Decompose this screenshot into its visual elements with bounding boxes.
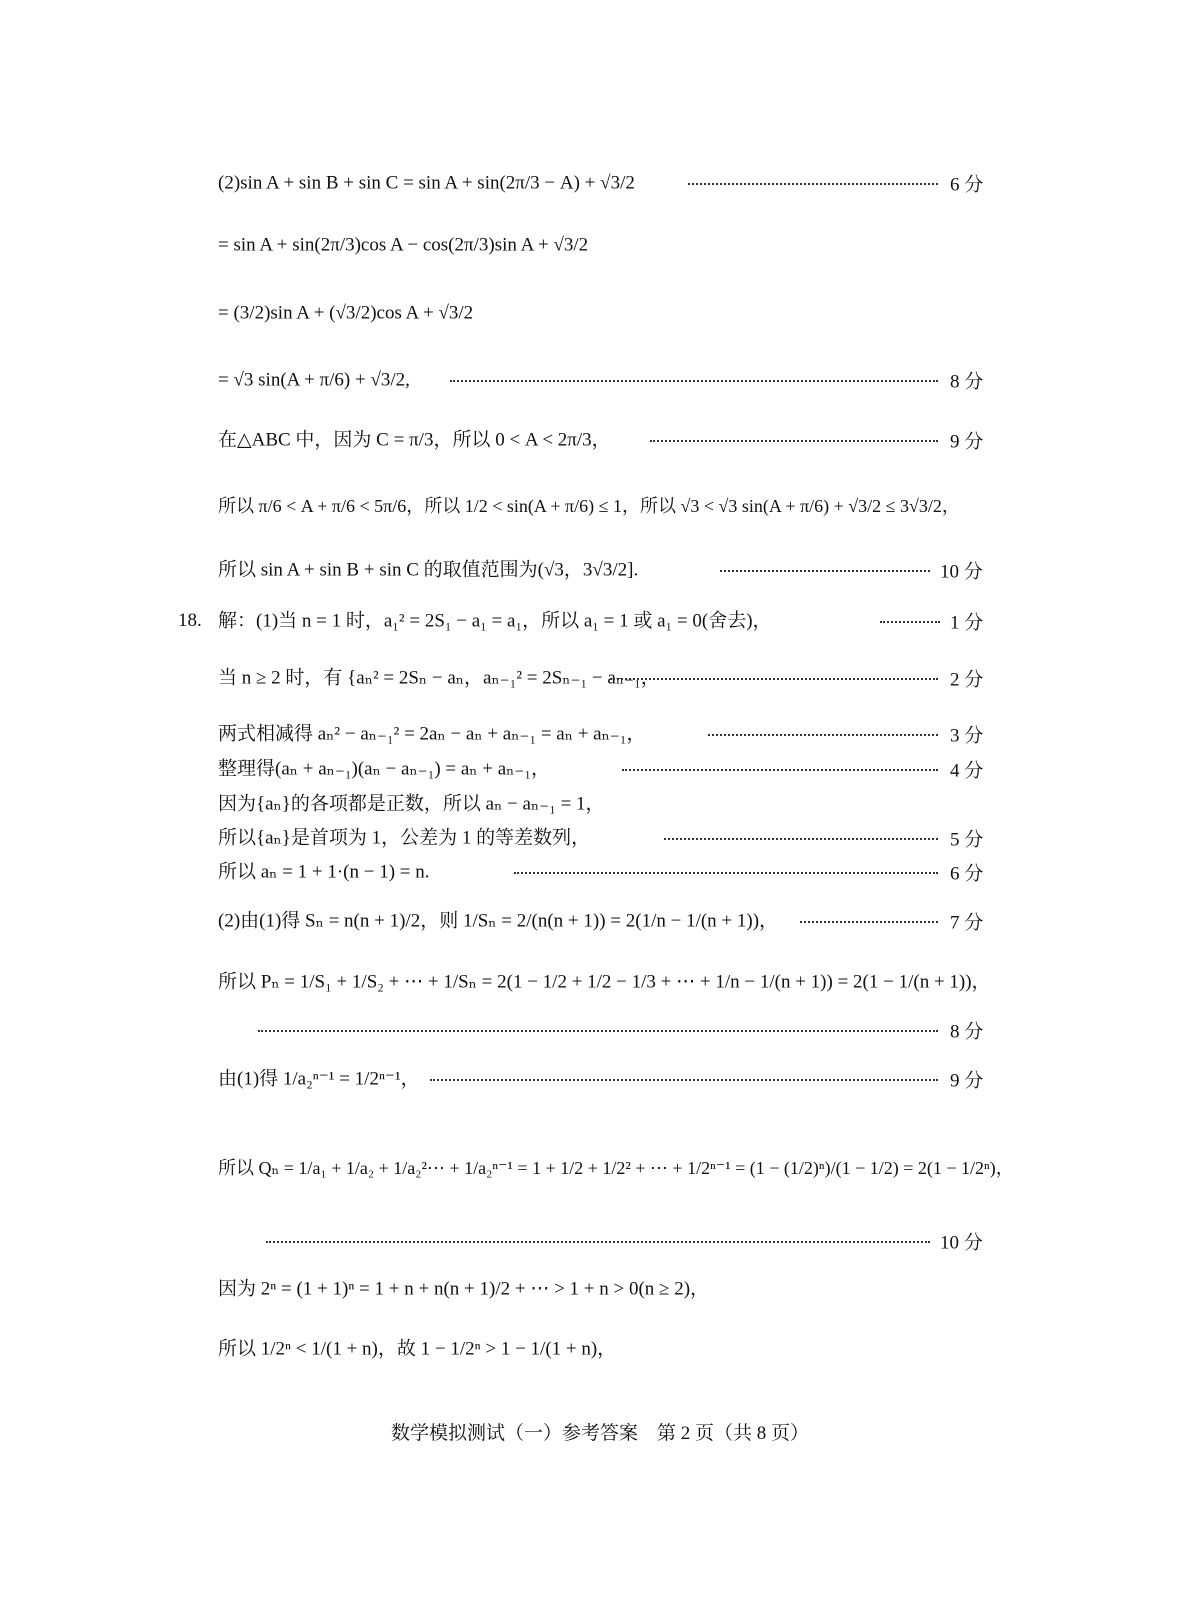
score-label: 8 分 (950, 371, 984, 393)
line-text: 在△ABC 中，因为 C = π/3，所以 0 < A < 2π/3， (218, 429, 611, 451)
score-label: 9 分 (950, 431, 984, 453)
line-text: 两式相减得 aₙ² − aₙ₋₁² = 2aₙ − aₙ + aₙ₋₁ = aₙ + aₙ₋₁， (218, 723, 646, 745)
score-leader (664, 838, 938, 840)
score-leader (258, 1030, 938, 1032)
line-text: 所以 π/6 < A + π/6 < 5π/6，所以 1/2 < sin(A + π/6) ≤ 1，所以 √3 < √3 sin(A + π/6) + √3/2 ≤ 3√3/2， (218, 496, 960, 516)
score-label: 9 分 (950, 1070, 984, 1092)
score-leader (880, 621, 940, 623)
score-leader (688, 183, 938, 185)
score-leader (514, 872, 938, 874)
line-text: 整理得(aₙ + aₙ₋₁)(aₙ − aₙ₋₁) = aₙ + aₙ₋₁， (218, 758, 551, 780)
line-text: 所以 Pₙ = 1/S₁ + 1/S₂ + ⋯ + 1/Sₙ = 2(1 − 1/2 + 1/2 − 1/3 + ⋯ + 1/n − 1/(n + 1)) = 2(1 − 1/(n + 1))， (218, 971, 991, 993)
line-text: = (3/2)sin A + (√3/2)cos A + √3/2 (218, 302, 474, 324)
line-text: 因为{aₙ}的各项都是正数，所以 aₙ − aₙ₋₁ = 1， (218, 793, 605, 815)
score-label: 7 分 (950, 912, 984, 934)
score-label: 1 分 (950, 612, 984, 634)
score-label: 10 分 (940, 561, 983, 583)
score-label: 4 分 (950, 760, 984, 782)
line-text: (2)sin A + sin B + sin C = sin A + sin(2π/3 − A) + √3/2 (218, 172, 635, 194)
score-label: 3 分 (950, 725, 984, 747)
score-leader (622, 769, 938, 771)
line-text: (2)由(1)得 Sₙ = n(n + 1)/2，则 1/Sₙ = 2/(n(n + 1)) = 2(1/n − 1/(n + 1))， (218, 910, 779, 932)
line-text: 所以{aₙ}是首项为 1，公差为 1 的等差数列， (218, 827, 591, 849)
score-label: 2 分 (950, 669, 984, 691)
score-label: 10 分 (940, 1232, 983, 1254)
score-label: 6 分 (950, 174, 984, 196)
score-label: 5 分 (950, 829, 984, 851)
line-text: = sin A + sin(2π/3)cos A − cos(2π/3)sin A + √3/2 (218, 234, 589, 256)
score-leader (610, 678, 938, 680)
score-leader (720, 570, 930, 572)
line-text: 所以 1/2ⁿ < 1/(1 + n)，故 1 − 1/2ⁿ > 1 − 1/(1 + n)， (218, 1338, 617, 1360)
line-text: = √3 sin(A + π/6) + √3/2, (218, 369, 410, 391)
score-leader (450, 380, 938, 382)
score-label: 8 分 (950, 1021, 984, 1043)
score-label: 6 分 (950, 863, 984, 885)
question-number: 18. (178, 610, 202, 631)
score-leader (266, 1241, 930, 1243)
line-text: 所以 aₙ = 1 + 1·(n − 1) = n. (218, 861, 430, 883)
score-leader (800, 921, 938, 923)
line-text: 当 n ≥ 2 时，有 {aₙ² = 2Sₙ − aₙ，aₙ₋₁² = 2Sₙ₋₁ − aₙ₋₁， (218, 667, 660, 689)
page-footer: 数学模拟测试（一）参考答案 第 2 页（共 8 页） (390, 1423, 809, 1444)
line-text: 所以 Qₙ = 1/a₁ + 1/a₂ + 1/a₂²⋯ + 1/a₂ⁿ⁻¹ = 1 + 1/2 + 1/2² + ⋯ + 1/2ⁿ⁻¹ = (1 − (1/2)ⁿ)/(1 − 1/2) = 2(1 − 1/2ⁿ)， (218, 1158, 1014, 1178)
score-leader (708, 734, 938, 736)
line-text: 解：(1)当 n = 1 时，a₁² = 2S₁ − a₁ = a₁，所以 a₁ = 1 或 a₁ = 0(舍去)， (218, 610, 772, 632)
line-text: 因为 2ⁿ = (1 + 1)ⁿ = 1 + n + n(n + 1)/2 + ⋯ > 1 + n > 0(n ≥ 2)， (218, 1278, 710, 1300)
line-text: 所以 sin A + sin B + sin C 的取值范围为(√3，3√3/2]. (218, 559, 639, 581)
line-text: 由(1)得 1/a₂ⁿ⁻¹ = 1/2ⁿ⁻¹， (218, 1068, 420, 1090)
score-leader (430, 1079, 938, 1081)
score-leader (650, 440, 938, 442)
